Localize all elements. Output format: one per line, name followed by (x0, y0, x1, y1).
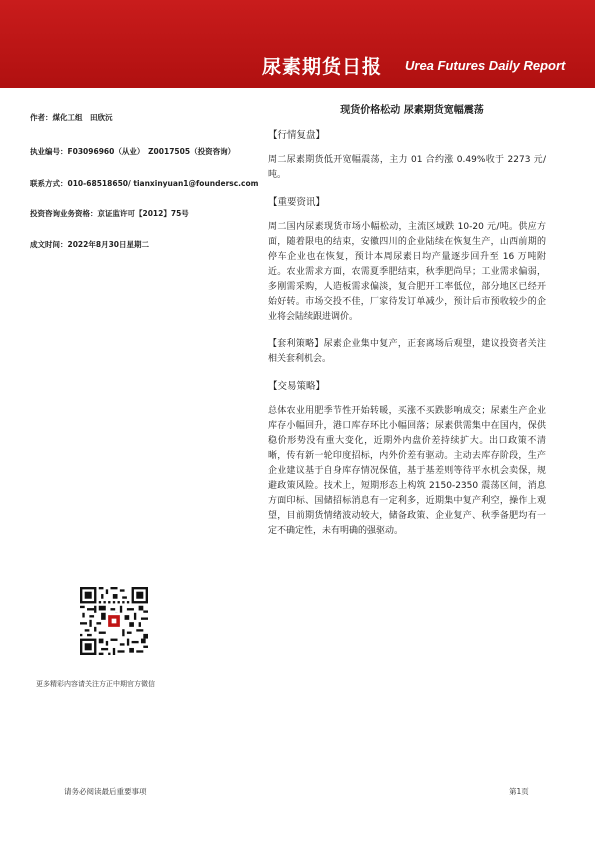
market-review-text: 周二尿素期货低开宽幅震荡，主力 01 合约涨 0.49%收于 2273 元/吨。 (268, 155, 546, 180)
qr-code-icon (80, 587, 148, 655)
arbitrage-text: 【套利策略】尿素企业集中复产，正套离场后观望，建议投资者关注相关套利机会。 (268, 339, 546, 364)
page-number: 第1页 (509, 787, 529, 796)
strategy-heading: 【交易策略】 (268, 381, 326, 392)
license-line: 执业编号：F03096960（从业） Z0017505（投资咨询） (30, 147, 236, 156)
author-line: 作者：煤化工组 田欣沅 (30, 113, 113, 122)
qr-caption: 更多精彩内容请关注方正中期官方微信 (36, 680, 155, 688)
contact-line: 联系方式：010-68518650/ tianxinyuan1@foundersc.com (30, 179, 259, 188)
header-divider (0, 88, 595, 91)
market-review-heading: 【行情复盘】 (268, 130, 326, 141)
news-text: 周二国内尿素现货市场小幅松动，主流区域跌 10-20 元/吨。供应方面，随着限电的结束，安徽四川的企业陆续在恢复生产，山西前期的停车企业也在恢复，预计本周尿素日均产量逐步回升至 16 万吨附近。农业需求方面，农需夏季肥结束，秋季肥尚早；工业需求偏弱，多刚需采购，人造板需求偏淡，复合肥开工率低位，部分地区已经开始好转。市场交投不佳，厂家待发订单减少，预计后市预收较少的企业将会陆续跟进调价。 (268, 222, 546, 322)
header-banner (0, 0, 595, 88)
article-title: 现货价格松动 尿素期货宽幅震荡 (340, 105, 484, 116)
footer-disclaimer: 请务必阅读最后重要事项 (64, 787, 147, 796)
strategy-text: 总体农业用肥季节性开始转暖，买涨不买跌影响成交；尿素生产企业库存小幅回升，港口库存环比小幅回落；尿素供需集中在国内，保供稳价形势没有重大变化，近期外内盘价差持续扩大。出口政策不清晰，传有新一轮印度招标，内外价差有驱动。主动去库存阶段，生产企业建议基于自身库存情况保值，基于基差则等待平水机会卖保，规避政策风险。技术上，短期形态上构筑 2150-2350 震荡区间，消息方面印标、国储招标消息有一定利多，近期集中复产利空，操作上观望，目前期货情绪波动较大，储备政策、企业复产、秋季备肥均有一定不确定性，未有明确的强驱动。 (268, 406, 546, 536)
qualification-line: 投资咨询业务资格：京证监许可【2012】75号 (30, 209, 189, 218)
report-title-en: Urea Futures Daily Report (405, 58, 566, 73)
news-heading: 【重要资讯】 (268, 197, 326, 208)
report-title-cn: 尿素期货日报 (262, 56, 383, 78)
article-body (268, 103, 546, 551)
date-line: 成文时间：2022年8月30日星期二 (30, 240, 150, 249)
